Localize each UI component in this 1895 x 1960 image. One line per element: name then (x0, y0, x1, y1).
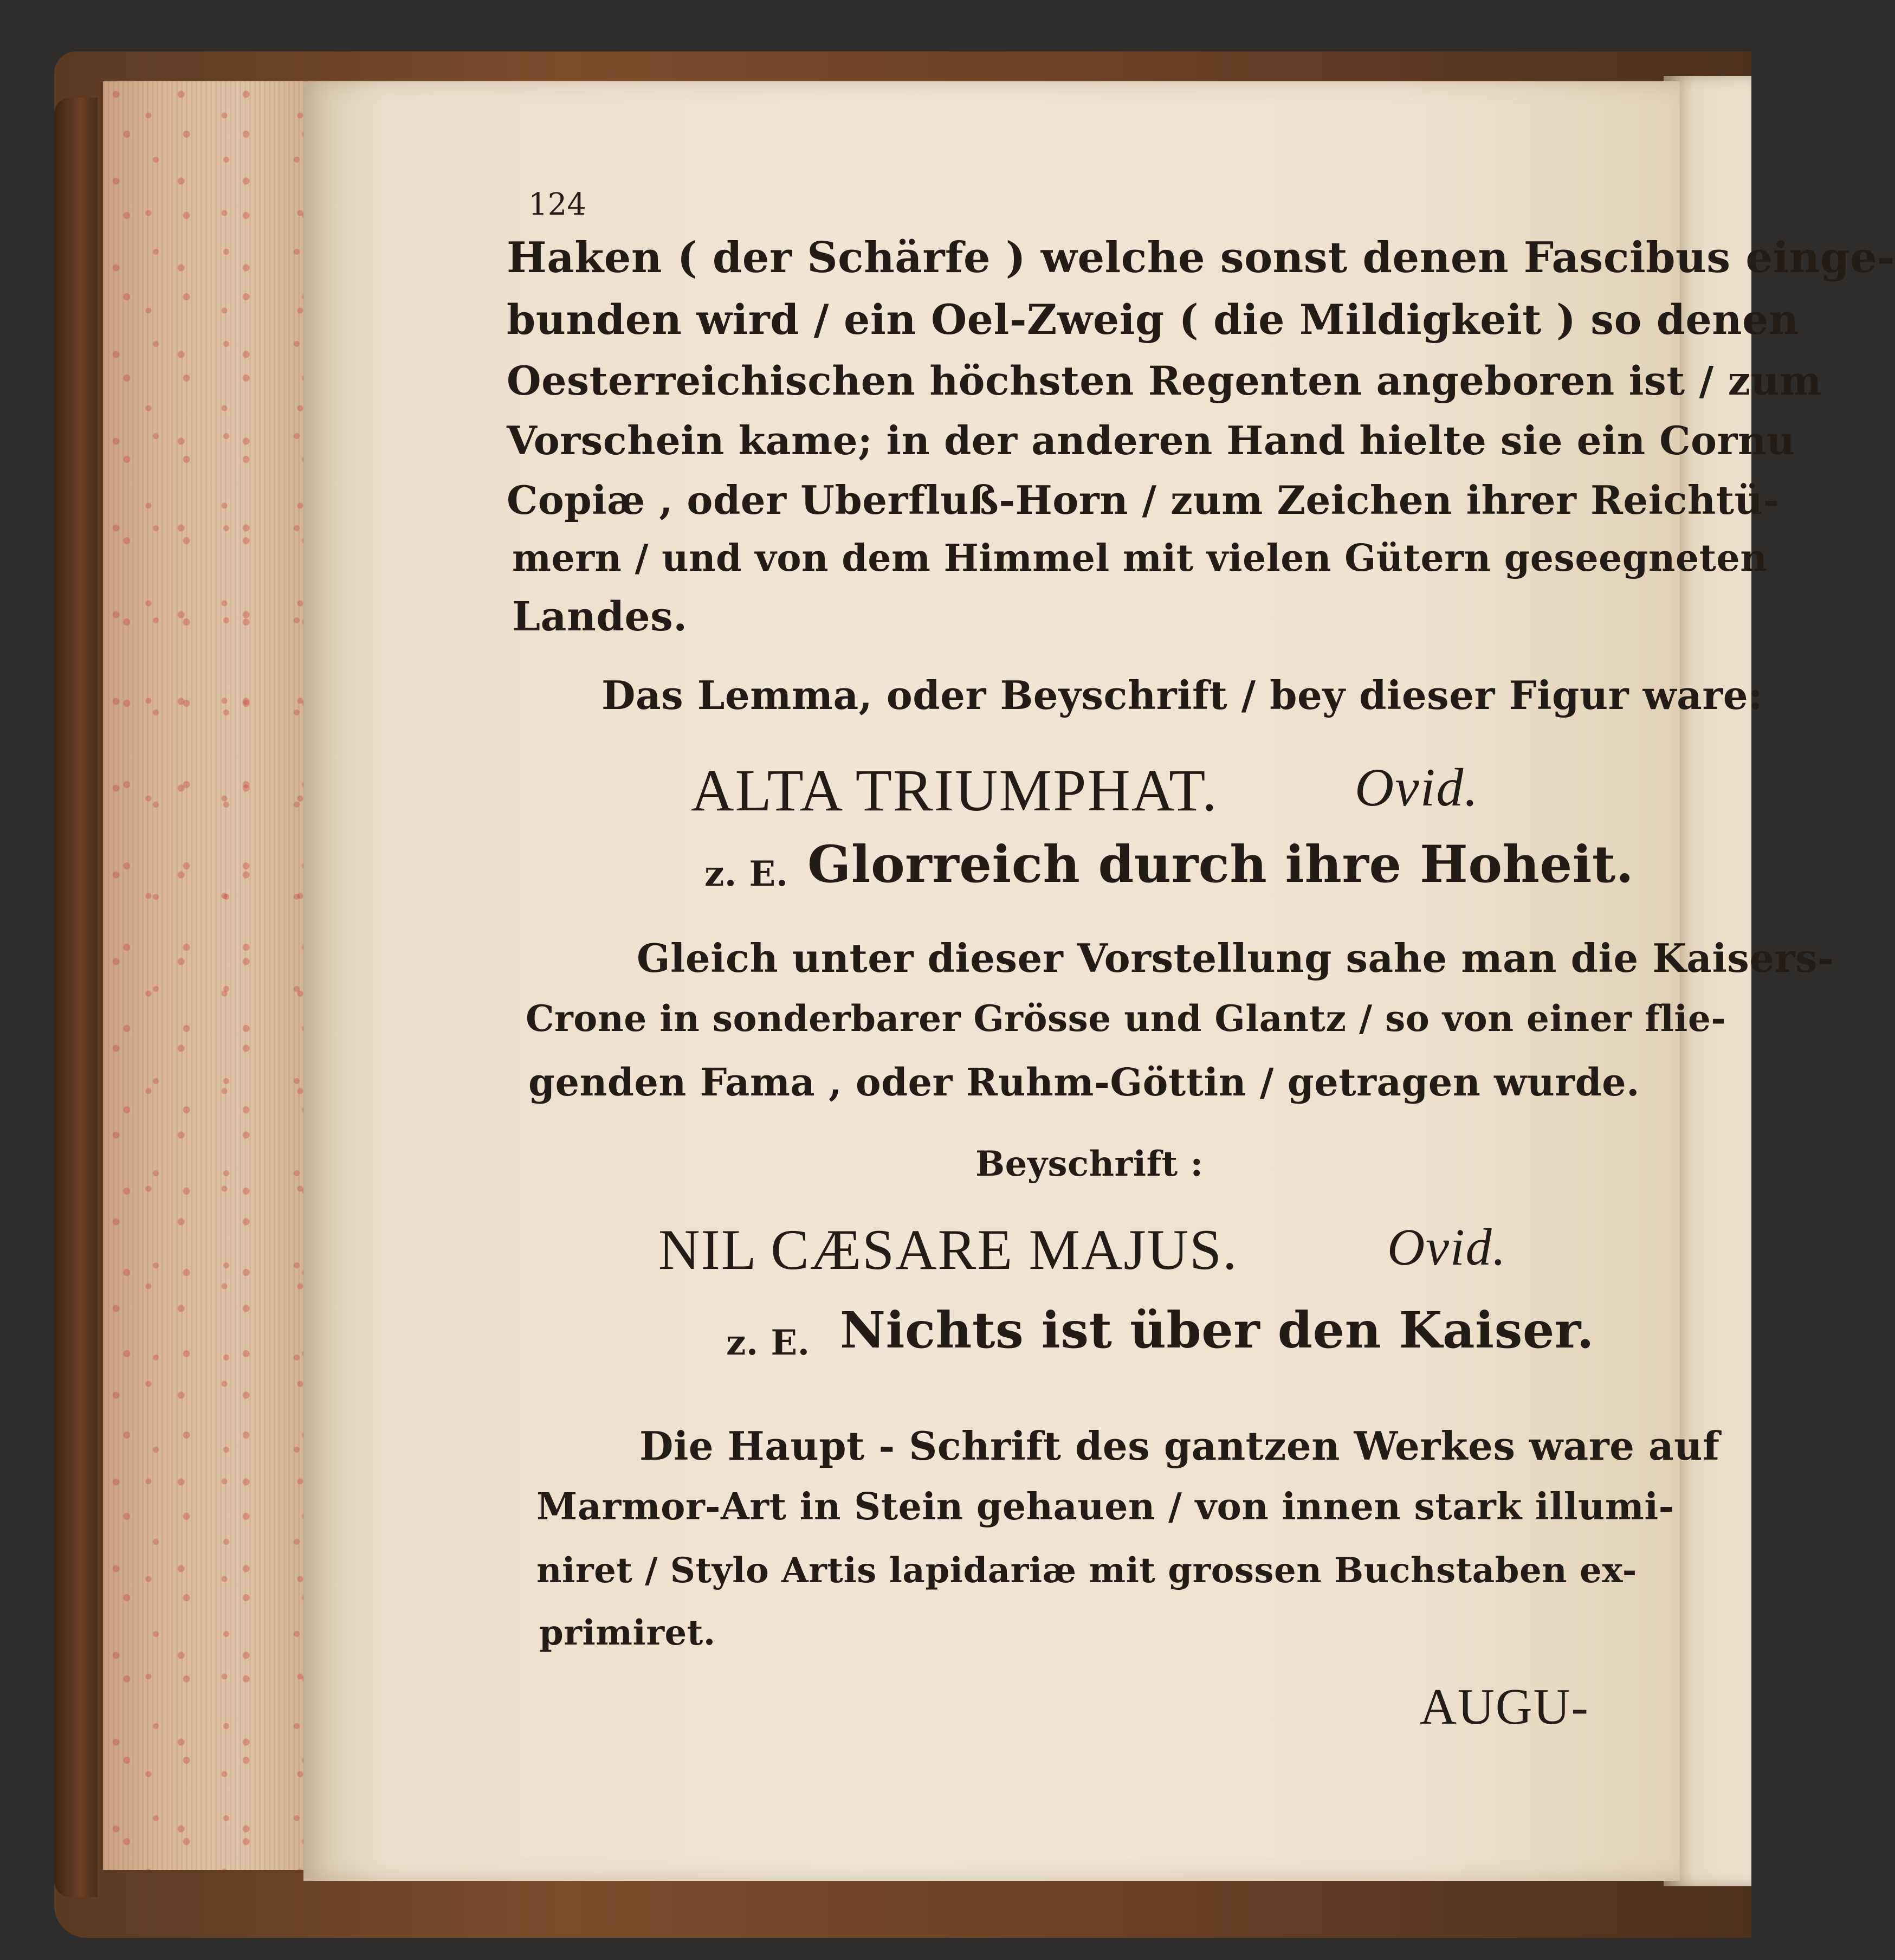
catchword: AUGU- (1420, 1679, 1589, 1735)
beyschrift-label: Beyschrift : (975, 1144, 1204, 1184)
motto-1-latin: ALTA TRIUMPHAT. (691, 757, 1218, 823)
paragraph-3-line-2: Marmor-Art in Stein gehauen / von innen stark illumi- (536, 1485, 1674, 1529)
paragraph-1-line-1: Haken ( der Schärfe ) welche sonst denen Fascibus einge- (507, 233, 1895, 282)
paragraph-1-line-6: mern / und von dem Himmel mit vielen Gütern geseegneten (512, 537, 1768, 580)
paragraph-1-line-7: Landes. (512, 594, 688, 640)
motto-2-source: Ovid. (1387, 1218, 1507, 1276)
motto-2-translation: Nichts ist über den Kaiser. (840, 1301, 1594, 1359)
page-edges (103, 81, 331, 1870)
motto-1-source: Ovid. (1355, 757, 1479, 817)
motto-1-abbrev: z. E. (704, 854, 788, 894)
paragraph-2-line-3: genden Fama , oder Ruhm-Göttin / getragen wurde. (528, 1060, 1640, 1105)
paragraph-3-line-4: primiret. (539, 1613, 716, 1653)
motto-1-translation: Glorreich durch ihre Hoheit. (807, 835, 1634, 894)
paragraph-2-line-2: Crone in sonderbarer Grösse und Glantz / so von einer flie- (526, 997, 1726, 1040)
book-page (303, 81, 1680, 1881)
lemma-intro: Das Lemma, oder Beyschrift / bey dieser Figur ware: (602, 672, 1763, 718)
motto-2-abbrev: z. E. (726, 1323, 810, 1363)
motto-2-latin: NIL CÆSARE MAJUS. (658, 1218, 1238, 1281)
paragraph-1-line-4: Vorschein kame; in der anderen Hand hielte sie ein Cornu (507, 417, 1795, 463)
paragraph-1-line-2: bunden wird / ein Oel-Zweig ( die Mildigkeit ) so denen (507, 295, 1799, 344)
paragraph-1-line-3: Oesterreichischen höchsten Regenten angeboren ist / zum (507, 358, 1822, 404)
paragraph-2-line-1: Gleich unter dieser Vorstellung sahe man die Kaisers- (637, 935, 1834, 981)
page-number: 124 (528, 187, 586, 222)
paragraph-1-line-5: Copiæ , oder Uberfluß-Horn / zum Zeichen ihrer Reichtü- (507, 477, 1780, 523)
paragraph-3-line-1: Die Haupt - Schrift des gantzen Werkes ware auf (639, 1423, 1720, 1469)
paragraph-3-line-3: niret / Stylo Artis lapidariæ mit grossen Buchstaben ex- (536, 1550, 1637, 1591)
book-spine-edge (54, 98, 98, 1897)
